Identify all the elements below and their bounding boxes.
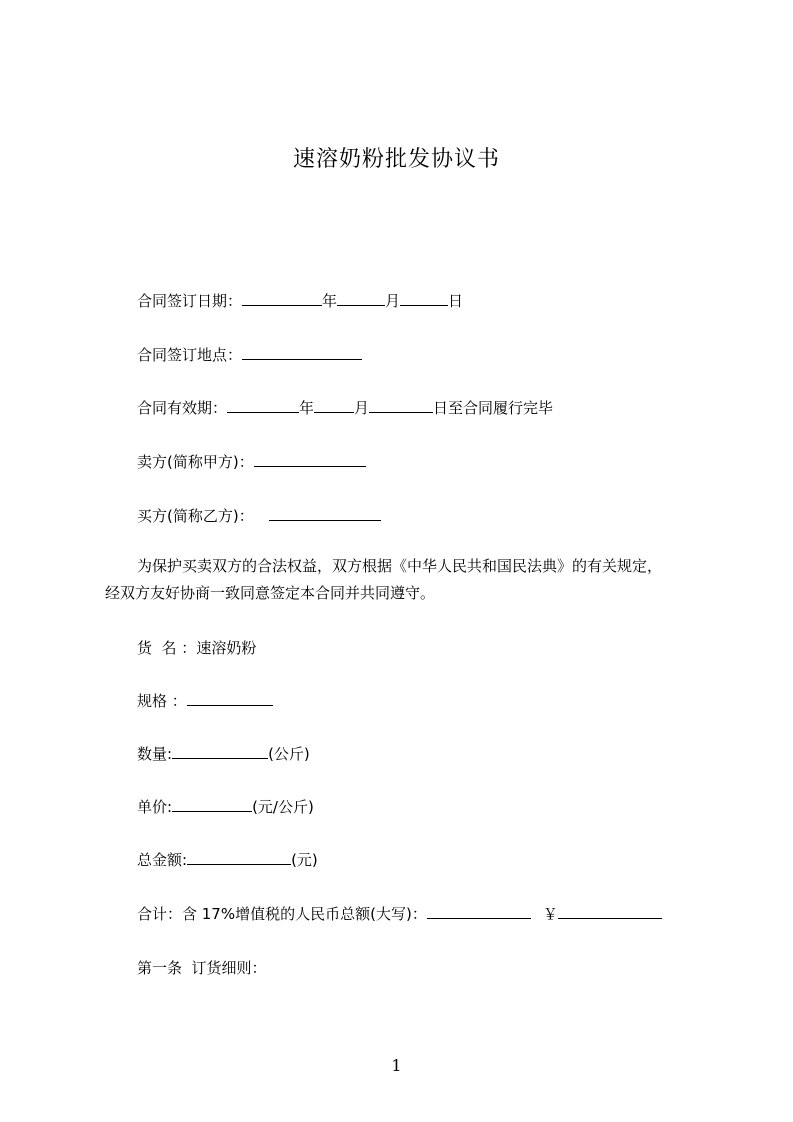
unit-price-unit: (元/公斤) [252,798,314,816]
quantity-unit: (公斤) [268,745,310,763]
goods-name-line [137,638,256,658]
sign-place-label: 合同签订地点： [137,346,243,364]
sum-capital-blank[interactable] [427,904,531,919]
quantity-label: 数量: [137,745,173,763]
validity-year-blank[interactable] [227,398,299,413]
sum-line [137,904,662,924]
page-number: 1 [391,1056,402,1075]
sign-date-year-label: 年 [322,292,338,310]
seller-label: 卖方(简称甲方)： [137,453,254,471]
total-amount-label: 总金额: [137,851,188,869]
goods-name-label: 货 名 ： [137,639,197,657]
quantity-blank[interactable] [172,744,268,759]
sign-date-month-blank[interactable] [337,291,385,306]
spec-label: 规格 ： [137,692,187,710]
validity-line [137,398,553,418]
sign-place-blank[interactable] [242,345,362,360]
unit-price-blank[interactable] [172,797,252,812]
sum-number-blank[interactable] [558,904,662,919]
validity-tail: 日至合同履行完毕 [433,399,554,417]
intro-line-1: 为保护买卖双方的合法权益，双方根据《中华人民共和国民法典》的有关规定， [137,557,663,575]
buyer-line [137,506,381,526]
validity-day-blank[interactable] [369,398,433,413]
seller-blank[interactable] [254,452,366,467]
goods-name-value: 速溶奶粉 [196,639,257,657]
total-amount-blank[interactable] [187,850,291,865]
validity-year-label: 年 [299,399,315,417]
validity-month-blank[interactable] [314,398,354,413]
sign-date-label: 合同签订日期： [137,292,243,310]
quantity-line [137,744,310,764]
sign-date-day-label: 日 [448,292,464,310]
unit-price-line [137,797,314,817]
spec-line [137,691,273,711]
article-1-heading: 第一条 订货细则： [137,959,267,977]
yen-symbol: ￥ [542,905,558,923]
buyer-blank[interactable] [269,506,381,521]
unit-price-label: 单价: [137,798,173,816]
seller-line [137,452,366,472]
sum-label: 合计：含 17%增值税的人民币总额(大写)： [137,905,427,923]
buyer-label: 买方(简称乙方)： [137,507,254,525]
sign-date-year-blank[interactable] [242,291,322,306]
document-title: 速溶奶粉批发协议书 [292,147,500,172]
sign-date-month-label: 月 [385,292,401,310]
validity-label: 合同有效期： [137,399,228,417]
intro-line-2: 经双方友好协商一致同意签定本合同并共同遵守。 [105,584,436,602]
spec-blank[interactable] [187,691,273,706]
sign-date-day-blank[interactable] [400,291,448,306]
validity-month-label: 月 [354,399,370,417]
sign-place-line [137,345,362,365]
sign-date-line [137,291,463,311]
intro-paragraph [105,553,695,607]
total-amount-line [137,850,318,870]
total-amount-unit: (元) [291,851,318,869]
